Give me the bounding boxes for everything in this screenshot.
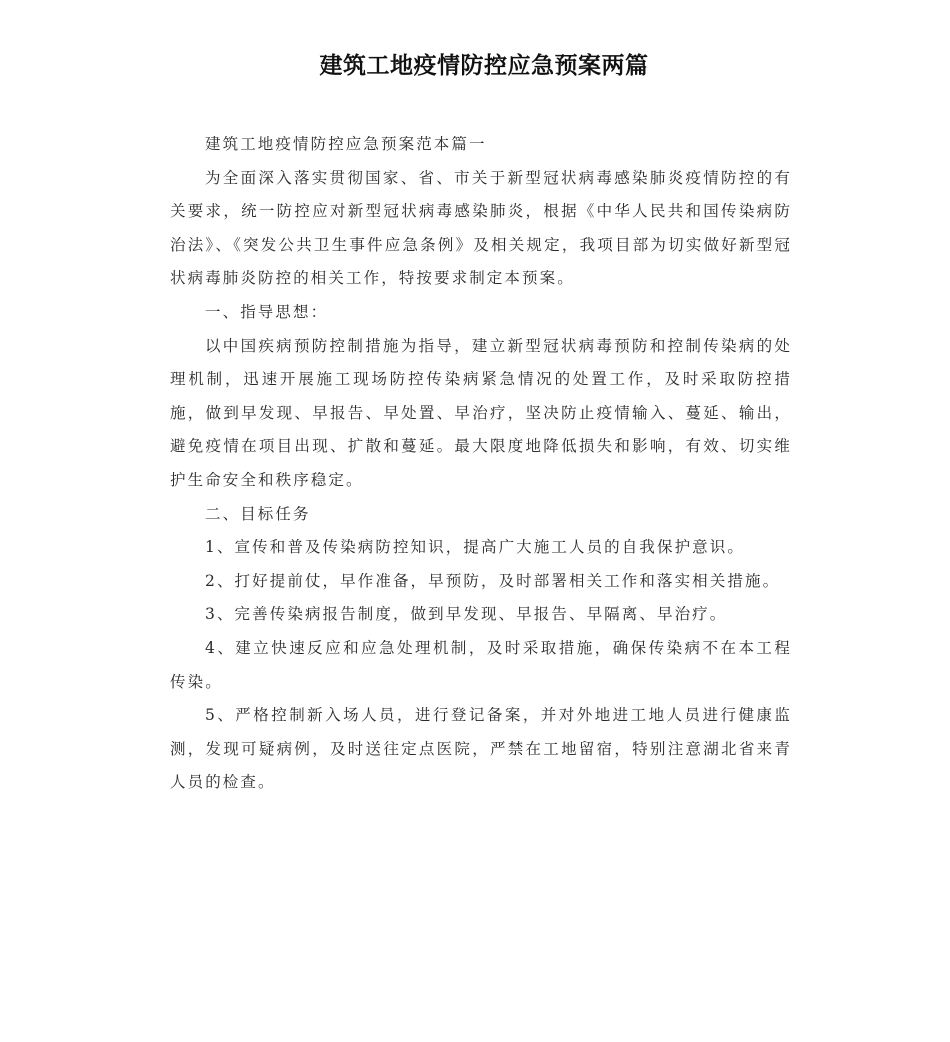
list-item: 3、完善传染病报告制度，做到早发现、早报告、早隔离、早治疗。 [205, 605, 728, 624]
list-item: 1、宣传和普及传染病防控知识，提高广大施工人员的自我保护意识。 [205, 538, 745, 557]
list-item: 5、严格控制新入场人员，进行登记备案，并对外地进工地人员进行健康监测，发现可疑病例，及时送往定点医院，严禁在工地留宿，特别注意湖北省来青人员的检查。 [170, 706, 792, 792]
body-paragraph: 为全面深入落实贯彻国家、省、市关于新型冠状病毒感染肺炎疫情防控的有关要求，统一防控应对新型冠状病毒感染肺炎，根据《中华人民共和国传染病防治法》、《突发公共卫生事件应急条例》及相关规定，我项目部为切实做好新型冠状病毒肺炎防控的相关工作，特按要求制定本预案。 [170, 168, 792, 288]
section-heading: 二、目标任务 [205, 504, 311, 523]
section-heading: 建筑工地疫情防控应急预案范本篇一 [205, 135, 487, 153]
section-heading: 一、指导思想： [205, 302, 329, 321]
document-title: 建筑工地疫情防控应急预案两篇 [319, 53, 649, 79]
document-body [170, 128, 792, 800]
list-item: 2、打好提前仗，早作准备，早预防，及时部署相关工作和落实相关措施。 [205, 571, 781, 590]
list-item: 4、建立快速反应和应急处理机制，及时采取措施，确保传染病不在本工程传染。 [170, 638, 792, 691]
body-paragraph: 以中国疾病预防控制措施为指导，建立新型冠状病毒预防和控制传染病的处理机制，迅速开展施工现场防控传染病紧急情况的处置工作，及时采取防控措施，做到早发现、早报告、早处置、早治疗，坚决防止疫情输入、蔓延、输出，避免疫情在项目出现、扩散和蔓延。最大限度地降低损失和影响，有效、切实维护生命安全和秩序稳定。 [170, 336, 792, 489]
